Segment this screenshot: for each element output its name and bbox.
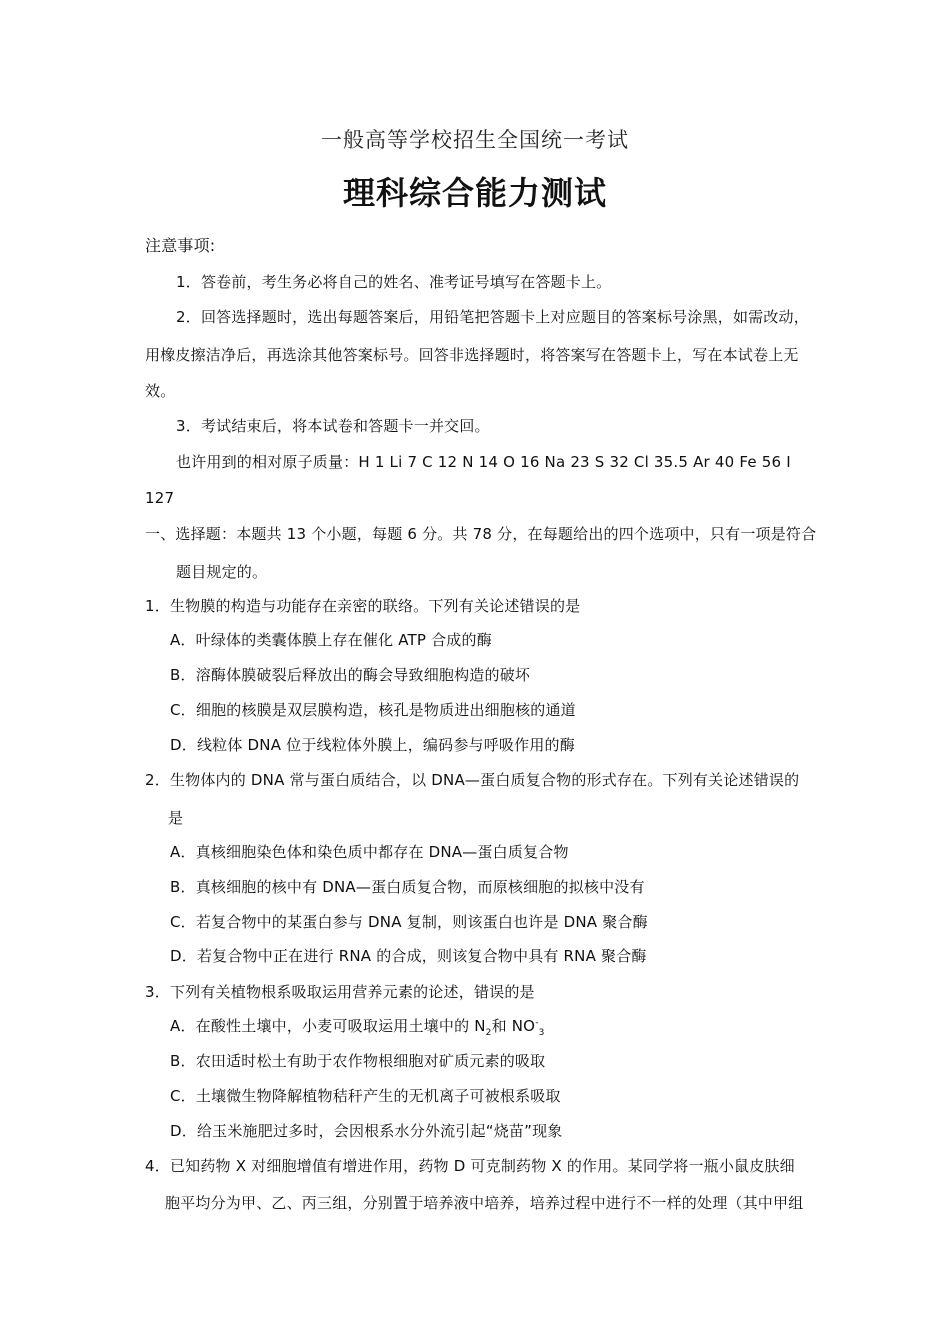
- question-4-stem-line-1: 4．已知药物 X 对细胞增值有增进作用，药物 D 可克制药物 X 的作用。某同学将一瓶小鼠皮肤细: [145, 1157, 795, 1175]
- question-3-option-d: D．给玉米施肥过多时，会因根系水分外流引起“烧苗”现象: [170, 1122, 563, 1140]
- question-2-stem-line-2: 是: [168, 809, 184, 827]
- option-a-text: A．在酸性土壤中，小麦可吸取运用土壤中的 N: [170, 1017, 486, 1035]
- subscript-3: 3: [538, 1028, 545, 1038]
- question-2-option-a: A．真核细胞染色体和染色质中都存在 DNA—蛋白质复合物: [170, 843, 569, 861]
- question-2-option-b: B．真核细胞的核中有 DNA—蛋白质复合物，而原核细胞的拟核中没有: [170, 878, 645, 896]
- question-3-stem: 3．下列有关植物根系吸取运用营养元素的论述，错误的是: [145, 983, 535, 1001]
- question-1-option-b: B．溶酶体膜破裂后释放出的酶会导致细胞构造的破坏: [170, 666, 531, 684]
- superscript-minus: -: [535, 1018, 539, 1028]
- section-heading-line-2: 题目规定的。: [176, 563, 268, 581]
- question-3-option-a: [170, 1016, 545, 1036]
- notice-item-2-line-3: 效。: [145, 382, 176, 400]
- exam-subtitle: 一般高等学校招生全国统一考试: [321, 128, 629, 152]
- question-1-option-c: C．细胞的核膜是双层膜构造，核孔是物质进出细胞核的通道: [170, 701, 576, 719]
- notice-item-2-line-1: 2．回答选择题时，选出每题答案后，用铅笔把答题卡上对应题目的答案标号涂黑，如需改动，: [176, 308, 809, 326]
- question-1-stem: 1．生物膜的构造与功能存在亲密的联络。下列有关论述错误的是: [145, 597, 581, 615]
- subscript-2: 2: [485, 1028, 492, 1038]
- question-2-option-d: D．若复合物中正在进行 RNA 的合成，则该复合物中具有 RNA 聚合酶: [170, 947, 647, 965]
- question-3-option-b: B．农田适时松土有助于农作物根细胞对矿质元素的吸取: [170, 1052, 546, 1070]
- notice-item-1: 1．答卷前，考生务必将自己的姓名、准考证号填写在答题卡上。: [176, 273, 612, 291]
- section-heading-line-1: 一、选择题：本题共 13 个小题，每题 6 分。共 78 分，在每题给出的四个选项中，只有一项是符合: [145, 525, 817, 543]
- notice-item-3: 3．考试结束后，将本试卷和答题卡一并交回。: [176, 417, 490, 435]
- notice-heading: 注意事项:: [145, 236, 216, 255]
- atomic-mass-line-2: 127: [145, 489, 175, 507]
- question-3-option-c: C．土壤微生物降解植物秸秆产生的无机离子可被根系吸取: [170, 1087, 561, 1105]
- question-1-option-d: D．线粒体 DNA 位于线粒体外膜上，编码参与呼吸作用的酶: [170, 736, 575, 754]
- atomic-mass-line-1: 也许用到的相对原子质量：H 1 Li 7 C 12 N 14 O 16 Na 23 S 32 Cl 35.5 Ar 40 Fe 56 I: [176, 453, 791, 471]
- notice-item-2-line-2: 用橡皮擦洁净后，再选涂其他答案标号。回答非选择题时，将答案写在答题卡上，写在本试卷上无: [145, 346, 799, 364]
- question-4-stem-line-2: 胞平均分为甲、乙、丙三组，分别置于培养液中培养，培养过程中进行不一样的处理（其中甲组: [165, 1194, 804, 1212]
- question-2-option-c: C．若复合物中的某蛋白参与 DNA 复制，则该蛋白也许是 DNA 聚合酶: [170, 913, 648, 931]
- question-1-option-a: A．叶绿体的类囊体膜上存在催化 ATP 合成的酶: [170, 631, 492, 649]
- option-a-middle: 和 NO: [491, 1017, 536, 1035]
- exam-title: 理科综合能力测试: [342, 174, 607, 212]
- question-2-stem-line-1: 2．生物体内的 DNA 常与蛋白质结合，以 DNA—蛋白质复合物的形式存在。下列有关论述错误的: [145, 771, 800, 789]
